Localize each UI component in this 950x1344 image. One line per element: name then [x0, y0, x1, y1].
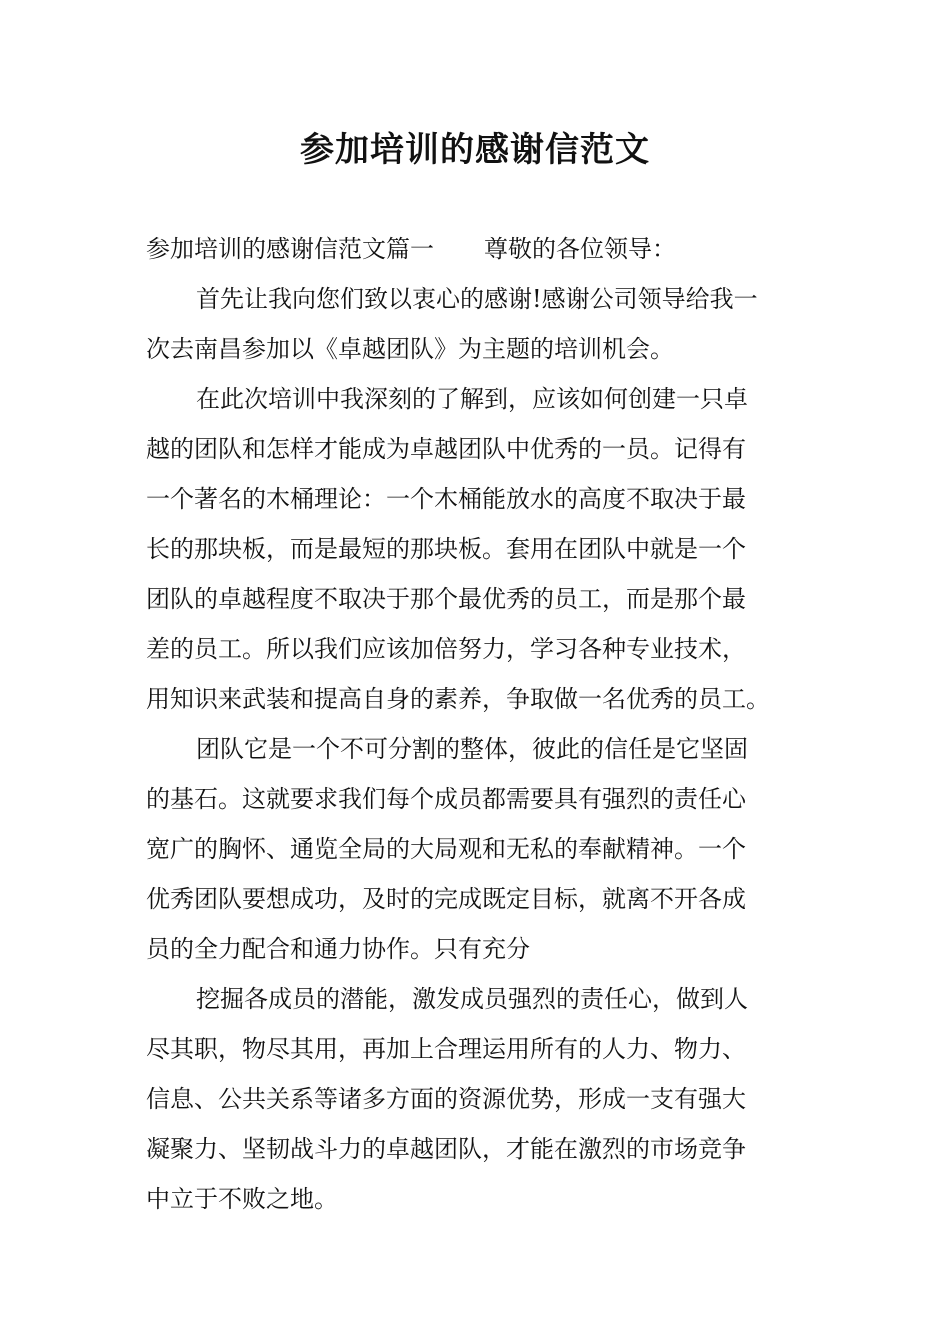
paragraph-line: 差的员工。所以我们应该加倍努力，学习各种专业技术，	[146, 635, 746, 663]
paragraph-line: 信息、公共关系等诸多方面的资源优势，形成一支有强大	[146, 1085, 746, 1113]
paragraph-line: 在此次培训中我深刻的了解到，应该如何创建一只卓	[196, 385, 748, 413]
paragraph-line: 一个著名的木桶理论：一个木桶能放水的高度不取决于最	[146, 485, 746, 513]
paragraph-line: 团队的卓越程度不取决于那个最优秀的员工，而是那个最	[146, 585, 746, 613]
paragraph-line: 中立于不败之地。	[146, 1185, 338, 1213]
section-label: 参加培训的感谢信范文篇一	[146, 235, 434, 263]
paragraph-line: 宽广的胸怀、通览全局的大局观和无私的奉献精神。一个	[146, 835, 746, 863]
paragraph-2	[146, 374, 806, 724]
paragraph-line: 优秀团队要想成功，及时的完成既定目标，就离不开各成	[146, 885, 746, 913]
document-title: 参加培训的感谢信范文	[300, 130, 650, 170]
paragraph-1	[146, 274, 806, 374]
paragraph-line: 次去南昌参加以《卓越团队》为主题的培训机会。	[146, 335, 674, 363]
paragraph-line: 的基石。这就要求我们每个成员都需要具有强烈的责任心	[146, 785, 746, 813]
paragraph-line: 长的那块板，而是最短的那块板。套用在团队中就是一个	[146, 535, 746, 563]
paragraph-line: 用知识来武装和提高自身的素养，争取做一名优秀的员工。	[146, 685, 770, 713]
paragraph-line: 尽其职，物尽其用，再加上合理运用所有的人力、物力、	[146, 1035, 746, 1063]
letter-body	[146, 224, 806, 1224]
paragraph-line: 凝聚力、坚韧战斗力的卓越团队，才能在激烈的市场竞争	[146, 1135, 746, 1163]
paragraph-line: 团队它是一个不可分割的整体，彼此的信任是它坚固	[196, 735, 748, 763]
paragraph-4	[146, 974, 806, 1224]
salutation: 尊敬的各位领导：	[484, 235, 676, 263]
opening-line	[146, 224, 806, 274]
paragraph-line: 越的团队和怎样才能成为卓越团队中优秀的一员。记得有	[146, 435, 746, 463]
paragraph-line: 首先让我向您们致以衷心的感谢!感谢公司领导给我一	[196, 285, 758, 313]
paragraph-line: 员的全力配合和通力协作。只有充分	[146, 935, 530, 963]
paragraph-line: 挖掘各成员的潜能，激发成员强烈的责任心，做到人	[196, 985, 748, 1013]
paragraph-3	[146, 724, 806, 974]
